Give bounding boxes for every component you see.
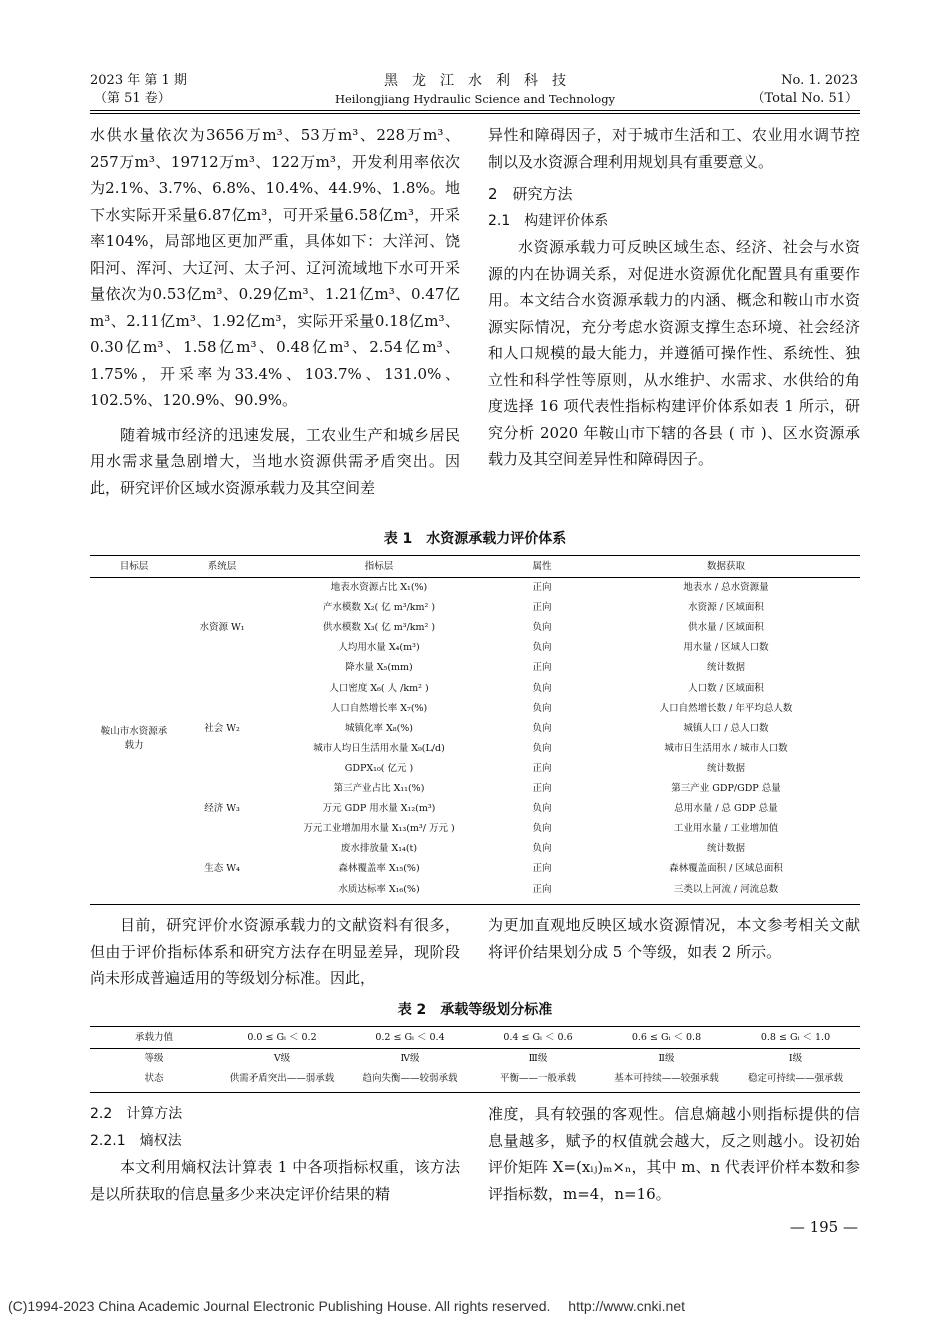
table-cell: Ⅳ级 — [400, 1053, 420, 1064]
journal-title-en: Heilongjiang Hydraulic Science and Technology — [334, 92, 616, 106]
issue-number: No. 1. 2023 — [781, 73, 858, 88]
source-cell: 人口数 / 区域面积 — [688, 682, 764, 694]
attribute-cell: 负向 — [532, 742, 552, 754]
left-column-bottom — [90, 1101, 460, 1207]
indicator-cell: 人均用水量 X₄(m³) — [338, 642, 420, 654]
subsubsection-heading: 2.2.1 熵权法 — [90, 1132, 182, 1149]
table-cell: 趋向失衡——较弱承载 — [362, 1073, 458, 1084]
table-row — [90, 779, 860, 799]
indicator-cell: 城市人均日生活用水量 X₉(L/d) — [313, 742, 445, 754]
table-row — [90, 679, 860, 699]
issue-label: 2023 年 第 1 期 — [90, 73, 187, 88]
indicator-cell: 城镇化率 X₈(%) — [344, 722, 414, 734]
header-cell: 数据获取 — [592, 557, 860, 578]
header-cell: 目标层 — [90, 557, 178, 578]
table-cell: 承载力值 — [134, 1032, 173, 1043]
paragraph: 本文利用熵权法计算表 1 中各项指标权重，该方法是以所获取的信息量多少来决定评价结果的精 — [90, 1158, 460, 1203]
indicator-cell: 降水量 X₅(mm) — [345, 662, 413, 674]
table-cell: 平衡——一般承载 — [499, 1073, 576, 1084]
table-cell: 0.0 ≤ Gᵢ ＜ 0.2 — [247, 1032, 317, 1043]
attribute-cell: 负向 — [532, 682, 552, 694]
system-cell: 水资源 W₁ — [199, 622, 245, 634]
volume-label: （第 51 卷） — [94, 91, 171, 106]
source-cell: 三类以上河流 / 河流总数 — [673, 883, 779, 895]
table-cell: 稳定可持续——强承载 — [747, 1073, 843, 1084]
table-cell: 0.8 ≤ Gᵢ ＜ 1.0 — [760, 1032, 831, 1043]
attribute-cell: 正向 — [532, 582, 552, 594]
table-cell: Ⅴ级 — [273, 1053, 291, 1064]
attribute-cell: 正向 — [532, 783, 552, 795]
paragraph: 水供水量依次为3656万m³、53万m³、228万m³、257万m³、19712万m³、122万m³，开发利用率依次为2.1%、3.7%、6.8%、10.4%、44.9%、1.8%。地下水实际开采量6.87亿m³，可开采量6.58亿m³，开采率104%，局部地区更加严重，具体如下：大洋河、饶阳河、浑河、大辽河、太子河、辽河流域地下水可开采量依次为0.53亿m³、0.29亿m³、1.21亿m³、0.47亿m³、2.11亿m³、1.92亿m³，实际开采量0.18亿m³、0.30亿m³、1.58亿m³、0.48亿m³、2.54亿m³、1.75%，开采率为33.4%、103.7%、131.0%、102.5%、120.9%、90.9%。 — [90, 126, 460, 409]
source-cell: 城镇人口 / 总人口数 — [683, 722, 769, 734]
table1 — [90, 557, 860, 900]
source-cell: 森林覆盖面积 / 区域总面积 — [669, 863, 783, 875]
source-cell: 统计数据 — [706, 762, 745, 774]
table-row — [90, 839, 860, 859]
paragraph: 为更加直观地反映区域水资源情况，本文参考相关文献将评价结果划分成 5 个等级，如表 2 所示。 — [488, 916, 860, 961]
header-cell: 系统层 — [178, 557, 266, 578]
attribute-cell: 正向 — [532, 762, 552, 774]
table-cell: 0.4 ≤ Gᵢ ＜ 0.6 — [503, 1032, 573, 1043]
source-cell: 总用水量 / 总 GDP 总量 — [674, 803, 778, 815]
attribute-cell: 正向 — [532, 662, 552, 674]
table2 — [90, 1028, 860, 1089]
attribute-cell: 正向 — [532, 863, 552, 875]
table2-caption: 表 2 承载等级划分标准 — [397, 1002, 553, 1018]
indicator-cell: 万元工业增加用水量 X₁₃(m³/ 万元 ) — [303, 823, 455, 835]
indicator-cell: 地表水资源占比 X₁(%) — [330, 582, 428, 594]
table1-top-rule — [90, 555, 860, 556]
attribute-cell: 正向 — [532, 883, 552, 895]
indicator-cell: 废水排放量 X₁₄(t) — [340, 843, 418, 855]
attribute-cell: 负向 — [532, 722, 552, 734]
system-cell: 经济 W₃ — [204, 803, 240, 815]
indicator-cell: 人口自然增长率 X₇(%) — [330, 702, 428, 714]
source-cell: 人口自然增长数 / 年平均总人数 — [659, 702, 793, 714]
indicator-cell: 第三产业占比 X₁₁(%) — [333, 783, 425, 795]
table-cell: 基本可持续——较强承载 — [614, 1073, 719, 1084]
table1-bottom-rule — [90, 904, 860, 905]
source-cell: 城市日生活用水 / 城市人口数 — [664, 742, 788, 754]
attribute-cell: 负向 — [532, 642, 552, 654]
right-column-top — [488, 122, 860, 473]
table-row — [90, 1028, 860, 1049]
table1-caption: 表 1 水资源承载力评价体系 — [383, 531, 567, 547]
indicator-cell: 产水模数 X₂( 亿 m³/km² ) — [322, 602, 436, 614]
subsection-heading: 2.1 构建评价体系 — [488, 212, 609, 229]
table-cell: 状态 — [144, 1073, 164, 1084]
system-cell: 生态 W₄ — [204, 863, 240, 875]
system-cell: 社会 W₂ — [204, 722, 240, 734]
source-cell: 水资源 / 区域面积 — [688, 602, 764, 614]
paragraph: 水资源承载力可反映区域生态、经济、社会与水资源的内在协调关系，对促进水资源优化配置具有重要作用。本文结合水资源承载力的内涵、概念和鞍山市水资源实际情况，充分考虑水资源支撑生态环境、社会经济和人口规模的最大能力，并遵循可操作性、系统性、独立性和科学性等原则，从水维护、水需求、水供给的角度选择 16 项代表性指标构建评价体系如表 1 所示，研究分析 2020 年鞍山市下辖的各县 ( 市 )、区水资源承载力及其空间差异性和障碍因子。 — [488, 238, 860, 468]
source-cell: 统计数据 — [706, 843, 745, 855]
source-cell: 工业用水量 / 工业增加值 — [673, 823, 779, 835]
paragraph: 目前，研究评价水资源承载力的文献资料有很多，但由于评价指标体系和研究方法存在明显差异，现阶段尚未形成普遍适用的等级划分标准。因此， — [90, 916, 460, 987]
left-column-top — [90, 122, 460, 501]
target-cell: 鞍山市水资源承载力 — [100, 725, 168, 751]
attribute-cell: 负向 — [532, 702, 552, 714]
table-row — [90, 578, 860, 599]
right-column-mid — [488, 912, 860, 965]
page-number: — 195 — — [789, 1218, 858, 1236]
journal-title: 黑 龙 江 水 利 科 技 — [384, 73, 566, 89]
paragraph: 准度，具有较强的客观性。信息熵越小则指标提供的信息量越多，赋予的权值就会越大，反之则越小。设初始评价矩阵 X=(xᵢⱼ)ₘ×ₙ，其中 m、n 代表评价样本数和参评指标数，m=4，n=16。 — [488, 1105, 860, 1203]
indicator-cell: 万元 GDP 用水量 X₁₂(m³) — [322, 803, 436, 815]
attribute-cell: 负向 — [532, 823, 552, 835]
header-left — [90, 72, 187, 108]
table2-top-rule — [90, 1026, 860, 1027]
table2-bottom-rule — [90, 1092, 860, 1093]
header-center — [300, 72, 650, 108]
table-cell: Ⅱ级 — [658, 1053, 675, 1064]
table-cell: Ⅲ级 — [528, 1053, 548, 1064]
indicator-cell: 人口密度 X₆( 人 /km² ) — [329, 682, 429, 694]
section-heading: 2 研究方法 — [488, 185, 573, 203]
paragraph: 随着城市经济的迅速发展，工农业生产和城乡居民用水需求量急剧增大，当地水资源供需矛盾突出。因此，研究评价区域水资源承载力及其空间差 — [90, 425, 460, 497]
source-cell: 第三产业 GDP/GDP 总量 — [671, 783, 781, 795]
source-cell: 供水量 / 区域面积 — [688, 622, 764, 634]
header-rule — [90, 110, 860, 111]
table-cell: Ⅰ级 — [788, 1053, 803, 1064]
indicator-cell: 供水模数 X₃( 亿 m³/km² ) — [322, 622, 436, 634]
indicator-cell: 水质达标率 X₁₆(%) — [338, 883, 420, 895]
table-header-row — [90, 557, 860, 578]
source-cell: 用水量 / 区域人口数 — [683, 642, 769, 654]
table-cell: 0.6 ≤ Gᵢ ＜ 0.8 — [631, 1032, 702, 1043]
header-cell: 属性 — [492, 557, 592, 578]
table-cell: 等级 — [144, 1053, 164, 1064]
header-rule-2 — [90, 113, 860, 114]
header-right — [751, 72, 858, 108]
table-row — [90, 1049, 860, 1070]
total-number: （Total No. 51） — [751, 91, 858, 106]
attribute-cell: 正向 — [532, 602, 552, 614]
left-column-mid — [90, 912, 460, 992]
copyright-notice: (C)1994-2023 China Academic Journal Electronic Publishing House. All rights reserved. http://www.cnki.net — [8, 1298, 685, 1314]
subsection-heading: 2.2 计算方法 — [90, 1106, 183, 1122]
table-cell: 0.2 ≤ Gᵢ ＜ 0.4 — [375, 1032, 445, 1043]
header-cell: 指标层 — [266, 557, 492, 578]
source-cell: 统计数据 — [706, 662, 745, 674]
attribute-cell: 负向 — [532, 622, 552, 634]
attribute-cell: 负向 — [532, 803, 552, 815]
attribute-cell: 负向 — [532, 843, 552, 855]
table-row — [90, 1069, 860, 1089]
paragraph: 异性和障碍因子，对于城市生活和工、农业用水调节控制以及水资源合理利用规划具有重要意义。 — [488, 126, 860, 171]
source-cell: 地表水 / 总水资源量 — [683, 582, 769, 594]
indicator-cell: GDPX₁₀( 亿元 ) — [344, 762, 414, 774]
table-cell: 供需矛盾突出——弱承载 — [229, 1073, 335, 1084]
right-column-bottom — [488, 1101, 860, 1207]
indicator-cell: 森林覆盖率 X₁₅(%) — [338, 863, 420, 875]
